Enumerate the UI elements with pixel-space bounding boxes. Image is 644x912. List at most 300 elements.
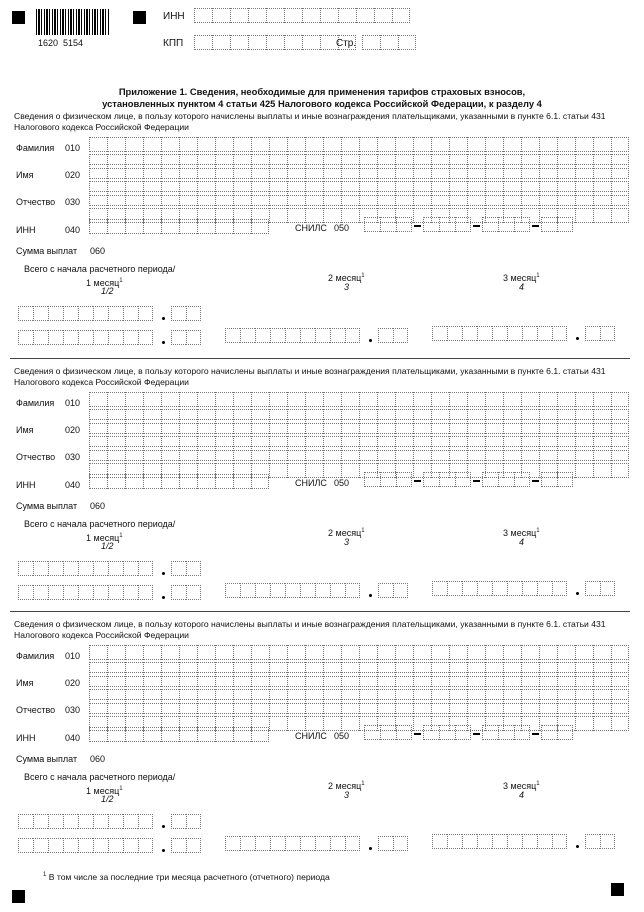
input-cell[interactable] bbox=[18, 585, 33, 600]
input-cell[interactable] bbox=[305, 191, 323, 206]
input-cell[interactable] bbox=[233, 446, 251, 461]
input-cell[interactable] bbox=[233, 727, 251, 742]
input-cell[interactable] bbox=[341, 164, 359, 179]
input-cell[interactable] bbox=[395, 392, 413, 407]
input-cell[interactable] bbox=[215, 137, 233, 152]
input-cell[interactable] bbox=[449, 672, 467, 687]
input-cell[interactable] bbox=[108, 838, 123, 853]
input-cell[interactable] bbox=[593, 208, 611, 223]
input-cell[interactable] bbox=[503, 392, 521, 407]
input-cell[interactable] bbox=[431, 191, 449, 206]
person-inn-field[interactable] bbox=[89, 474, 269, 489]
month1-amount-kopecks[interactable] bbox=[171, 585, 201, 600]
input-cell[interactable] bbox=[423, 725, 439, 740]
input-cell[interactable] bbox=[585, 581, 600, 596]
input-cell[interactable] bbox=[611, 463, 629, 478]
input-cell[interactable] bbox=[305, 419, 323, 434]
input-cell[interactable] bbox=[423, 217, 439, 232]
input-cell[interactable] bbox=[240, 583, 255, 598]
input-cell[interactable] bbox=[330, 328, 345, 343]
input-cell[interactable] bbox=[251, 446, 269, 461]
input-cell[interactable] bbox=[305, 446, 323, 461]
input-cell[interactable] bbox=[123, 814, 138, 829]
input-cell[interactable] bbox=[467, 672, 485, 687]
input-cell[interactable] bbox=[398, 35, 416, 50]
input-cell[interactable] bbox=[108, 330, 123, 345]
input-cell[interactable] bbox=[557, 446, 575, 461]
input-cell[interactable] bbox=[125, 446, 143, 461]
input-cell[interactable] bbox=[537, 326, 552, 341]
month1-amount-rubles[interactable] bbox=[18, 838, 153, 853]
month3-amount-kopecks[interactable] bbox=[585, 581, 615, 596]
input-cell[interactable] bbox=[305, 164, 323, 179]
input-cell[interactable] bbox=[449, 645, 467, 660]
input-cell[interactable] bbox=[323, 208, 341, 223]
snils-field-part4[interactable] bbox=[541, 472, 573, 487]
input-cell[interactable] bbox=[63, 814, 78, 829]
input-cell[interactable] bbox=[251, 164, 269, 179]
input-cell[interactable] bbox=[251, 191, 269, 206]
input-cell[interactable] bbox=[362, 35, 380, 50]
input-cell[interactable] bbox=[482, 472, 498, 487]
patronymic-field[interactable] bbox=[89, 446, 629, 461]
input-cell[interactable] bbox=[413, 137, 431, 152]
input-cell[interactable] bbox=[123, 585, 138, 600]
input-cell[interactable] bbox=[284, 8, 302, 23]
input-cell[interactable] bbox=[447, 326, 462, 341]
input-cell[interactable] bbox=[396, 472, 412, 487]
input-cell[interactable] bbox=[413, 419, 431, 434]
input-cell[interactable] bbox=[611, 191, 629, 206]
input-cell[interactable] bbox=[552, 834, 567, 849]
header-kpp-field[interactable] bbox=[194, 35, 356, 50]
input-cell[interactable] bbox=[179, 219, 197, 234]
input-cell[interactable] bbox=[107, 219, 125, 234]
input-cell[interactable] bbox=[89, 164, 107, 179]
input-cell[interactable] bbox=[89, 137, 107, 152]
input-cell[interactable] bbox=[439, 725, 455, 740]
input-cell[interactable] bbox=[593, 164, 611, 179]
input-cell[interactable] bbox=[93, 306, 108, 321]
input-cell[interactable] bbox=[359, 699, 377, 714]
input-cell[interactable] bbox=[284, 35, 302, 50]
month2-amount-kopecks[interactable] bbox=[378, 583, 408, 598]
person-inn-field[interactable] bbox=[89, 219, 269, 234]
input-cell[interactable] bbox=[18, 306, 33, 321]
input-cell[interactable] bbox=[179, 672, 197, 687]
snils-field-part4[interactable] bbox=[541, 725, 573, 740]
input-cell[interactable] bbox=[89, 699, 107, 714]
input-cell[interactable] bbox=[503, 699, 521, 714]
input-cell[interactable] bbox=[380, 35, 398, 50]
input-cell[interactable] bbox=[395, 137, 413, 152]
input-cell[interactable] bbox=[233, 474, 251, 489]
input-cell[interactable] bbox=[467, 164, 485, 179]
input-cell[interactable] bbox=[323, 699, 341, 714]
input-cell[interactable] bbox=[287, 392, 305, 407]
input-cell[interactable] bbox=[575, 672, 593, 687]
input-cell[interactable] bbox=[125, 392, 143, 407]
input-cell[interactable] bbox=[179, 191, 197, 206]
input-cell[interactable] bbox=[449, 191, 467, 206]
input-cell[interactable] bbox=[611, 699, 629, 714]
input-cell[interactable] bbox=[161, 727, 179, 742]
input-cell[interactable] bbox=[143, 672, 161, 687]
input-cell[interactable] bbox=[305, 645, 323, 660]
total-amount-rubles[interactable] bbox=[18, 561, 153, 576]
input-cell[interactable] bbox=[395, 446, 413, 461]
month2-amount-rubles[interactable] bbox=[225, 836, 360, 851]
input-cell[interactable] bbox=[179, 446, 197, 461]
input-cell[interactable] bbox=[539, 645, 557, 660]
input-cell[interactable] bbox=[593, 419, 611, 434]
input-cell[interactable] bbox=[575, 208, 593, 223]
input-cell[interactable] bbox=[125, 672, 143, 687]
input-cell[interactable] bbox=[377, 645, 395, 660]
month2-amount-rubles[interactable] bbox=[225, 583, 360, 598]
input-cell[interactable] bbox=[63, 306, 78, 321]
input-cell[interactable] bbox=[138, 561, 153, 576]
input-cell[interactable] bbox=[557, 419, 575, 434]
input-cell[interactable] bbox=[413, 392, 431, 407]
input-cell[interactable] bbox=[323, 446, 341, 461]
input-cell[interactable] bbox=[197, 219, 215, 234]
input-cell[interactable] bbox=[251, 137, 269, 152]
input-cell[interactable] bbox=[93, 838, 108, 853]
input-cell[interactable] bbox=[161, 645, 179, 660]
input-cell[interactable] bbox=[215, 164, 233, 179]
input-cell[interactable] bbox=[485, 699, 503, 714]
input-cell[interactable] bbox=[537, 834, 552, 849]
input-cell[interactable] bbox=[143, 191, 161, 206]
input-cell[interactable] bbox=[287, 716, 305, 731]
input-cell[interactable] bbox=[341, 672, 359, 687]
input-cell[interactable] bbox=[305, 699, 323, 714]
input-cell[interactable] bbox=[593, 137, 611, 152]
input-cell[interactable] bbox=[413, 446, 431, 461]
input-cell[interactable] bbox=[541, 472, 557, 487]
input-cell[interactable] bbox=[269, 446, 287, 461]
input-cell[interactable] bbox=[482, 217, 498, 232]
person-inn-field[interactable] bbox=[89, 727, 269, 742]
input-cell[interactable] bbox=[269, 645, 287, 660]
snils-field-part3[interactable] bbox=[482, 725, 530, 740]
input-cell[interactable] bbox=[467, 699, 485, 714]
input-cell[interactable] bbox=[462, 834, 477, 849]
input-cell[interactable] bbox=[143, 164, 161, 179]
input-cell[interactable] bbox=[233, 191, 251, 206]
input-cell[interactable] bbox=[413, 645, 431, 660]
input-cell[interactable] bbox=[93, 585, 108, 600]
input-cell[interactable] bbox=[593, 392, 611, 407]
input-cell[interactable] bbox=[503, 446, 521, 461]
input-cell[interactable] bbox=[251, 419, 269, 434]
input-cell[interactable] bbox=[467, 645, 485, 660]
input-cell[interactable] bbox=[93, 330, 108, 345]
input-cell[interactable] bbox=[413, 672, 431, 687]
input-cell[interactable] bbox=[378, 583, 393, 598]
input-cell[interactable] bbox=[521, 137, 539, 152]
input-cell[interactable] bbox=[485, 446, 503, 461]
input-cell[interactable] bbox=[143, 392, 161, 407]
input-cell[interactable] bbox=[539, 672, 557, 687]
input-cell[interactable] bbox=[285, 328, 300, 343]
input-cell[interactable] bbox=[233, 699, 251, 714]
input-cell[interactable] bbox=[125, 474, 143, 489]
input-cell[interactable] bbox=[33, 814, 48, 829]
input-cell[interactable] bbox=[323, 672, 341, 687]
input-cell[interactable] bbox=[125, 419, 143, 434]
input-cell[interactable] bbox=[600, 581, 615, 596]
input-cell[interactable] bbox=[467, 392, 485, 407]
input-cell[interactable] bbox=[380, 725, 396, 740]
input-cell[interactable] bbox=[514, 217, 530, 232]
input-cell[interactable] bbox=[287, 208, 305, 223]
snils-field-part1[interactable] bbox=[364, 217, 412, 232]
input-cell[interactable] bbox=[171, 306, 186, 321]
input-cell[interactable] bbox=[485, 419, 503, 434]
input-cell[interactable] bbox=[341, 645, 359, 660]
input-cell[interactable] bbox=[78, 561, 93, 576]
input-cell[interactable] bbox=[269, 672, 287, 687]
input-cell[interactable] bbox=[503, 137, 521, 152]
input-cell[interactable] bbox=[611, 672, 629, 687]
input-cell[interactable] bbox=[305, 392, 323, 407]
input-cell[interactable] bbox=[215, 446, 233, 461]
snils-field-part4[interactable] bbox=[541, 217, 573, 232]
input-cell[interactable] bbox=[539, 137, 557, 152]
input-cell[interactable] bbox=[575, 446, 593, 461]
input-cell[interactable] bbox=[393, 328, 408, 343]
input-cell[interactable] bbox=[552, 581, 567, 596]
input-cell[interactable] bbox=[143, 727, 161, 742]
month1-amount-rubles[interactable] bbox=[18, 330, 153, 345]
patronymic-field[interactable] bbox=[89, 191, 629, 206]
input-cell[interactable] bbox=[330, 583, 345, 598]
input-cell[interactable] bbox=[514, 472, 530, 487]
input-cell[interactable] bbox=[377, 699, 395, 714]
input-cell[interactable] bbox=[240, 836, 255, 851]
input-cell[interactable] bbox=[186, 585, 201, 600]
input-cell[interactable] bbox=[449, 164, 467, 179]
total-amount-rubles[interactable] bbox=[18, 306, 153, 321]
input-cell[interactable] bbox=[305, 208, 323, 223]
input-cell[interactable] bbox=[462, 581, 477, 596]
input-cell[interactable] bbox=[341, 208, 359, 223]
input-cell[interactable] bbox=[107, 164, 125, 179]
input-cell[interactable] bbox=[575, 419, 593, 434]
input-cell[interactable] bbox=[78, 814, 93, 829]
input-cell[interactable] bbox=[194, 8, 212, 23]
input-cell[interactable] bbox=[197, 672, 215, 687]
input-cell[interactable] bbox=[323, 392, 341, 407]
input-cell[interactable] bbox=[93, 561, 108, 576]
input-cell[interactable] bbox=[377, 446, 395, 461]
input-cell[interactable] bbox=[123, 330, 138, 345]
month2-amount-kopecks[interactable] bbox=[378, 328, 408, 343]
month3-amount-kopecks[interactable] bbox=[585, 326, 615, 341]
input-cell[interactable] bbox=[575, 699, 593, 714]
input-cell[interactable] bbox=[380, 217, 396, 232]
input-cell[interactable] bbox=[503, 419, 521, 434]
input-cell[interactable] bbox=[575, 137, 593, 152]
input-cell[interactable] bbox=[215, 419, 233, 434]
input-cell[interactable] bbox=[143, 645, 161, 660]
input-cell[interactable] bbox=[78, 306, 93, 321]
snils-field-part3[interactable] bbox=[482, 472, 530, 487]
input-cell[interactable] bbox=[507, 581, 522, 596]
input-cell[interactable] bbox=[225, 836, 240, 851]
input-cell[interactable] bbox=[269, 208, 287, 223]
input-cell[interactable] bbox=[447, 581, 462, 596]
input-cell[interactable] bbox=[269, 699, 287, 714]
input-cell[interactable] bbox=[432, 834, 447, 849]
input-cell[interactable] bbox=[514, 725, 530, 740]
input-cell[interactable] bbox=[539, 699, 557, 714]
input-cell[interactable] bbox=[233, 164, 251, 179]
month3-amount-rubles[interactable] bbox=[432, 834, 567, 849]
input-cell[interactable] bbox=[287, 191, 305, 206]
input-cell[interactable] bbox=[300, 328, 315, 343]
input-cell[interactable] bbox=[539, 191, 557, 206]
input-cell[interactable] bbox=[521, 392, 539, 407]
input-cell[interactable] bbox=[89, 446, 107, 461]
input-cell[interactable] bbox=[125, 164, 143, 179]
input-cell[interactable] bbox=[161, 699, 179, 714]
input-cell[interactable] bbox=[251, 645, 269, 660]
input-cell[interactable] bbox=[432, 326, 447, 341]
input-cell[interactable] bbox=[320, 8, 338, 23]
input-cell[interactable] bbox=[179, 419, 197, 434]
input-cell[interactable] bbox=[345, 328, 360, 343]
input-cell[interactable] bbox=[123, 306, 138, 321]
input-cell[interactable] bbox=[107, 446, 125, 461]
input-cell[interactable] bbox=[269, 164, 287, 179]
input-cell[interactable] bbox=[194, 35, 212, 50]
input-cell[interactable] bbox=[593, 699, 611, 714]
total-amount-rubles[interactable] bbox=[18, 814, 153, 829]
input-cell[interactable] bbox=[503, 672, 521, 687]
input-cell[interactable] bbox=[89, 219, 107, 234]
input-cell[interactable] bbox=[396, 725, 412, 740]
input-cell[interactable] bbox=[179, 137, 197, 152]
total-amount-kopecks[interactable] bbox=[171, 561, 201, 576]
input-cell[interactable] bbox=[378, 328, 393, 343]
input-cell[interactable] bbox=[341, 137, 359, 152]
input-cell[interactable] bbox=[431, 164, 449, 179]
input-cell[interactable] bbox=[107, 727, 125, 742]
input-cell[interactable] bbox=[364, 217, 380, 232]
input-cell[interactable] bbox=[521, 645, 539, 660]
input-cell[interactable] bbox=[359, 419, 377, 434]
input-cell[interactable] bbox=[485, 191, 503, 206]
month1-amount-kopecks[interactable] bbox=[171, 330, 201, 345]
first-name-field[interactable] bbox=[89, 419, 629, 434]
input-cell[interactable] bbox=[197, 699, 215, 714]
input-cell[interactable] bbox=[255, 836, 270, 851]
input-cell[interactable] bbox=[395, 645, 413, 660]
input-cell[interactable] bbox=[585, 326, 600, 341]
input-cell[interactable] bbox=[507, 834, 522, 849]
input-cell[interactable] bbox=[378, 836, 393, 851]
input-cell[interactable] bbox=[171, 838, 186, 853]
input-cell[interactable] bbox=[600, 834, 615, 849]
input-cell[interactable] bbox=[341, 392, 359, 407]
input-cell[interactable] bbox=[467, 137, 485, 152]
input-cell[interactable] bbox=[356, 8, 374, 23]
input-cell[interactable] bbox=[78, 330, 93, 345]
input-cell[interactable] bbox=[285, 583, 300, 598]
input-cell[interactable] bbox=[539, 419, 557, 434]
input-cell[interactable] bbox=[179, 727, 197, 742]
input-cell[interactable] bbox=[557, 191, 575, 206]
input-cell[interactable] bbox=[449, 137, 467, 152]
input-cell[interactable] bbox=[48, 814, 63, 829]
input-cell[interactable] bbox=[305, 137, 323, 152]
input-cell[interactable] bbox=[212, 8, 230, 23]
input-cell[interactable] bbox=[107, 191, 125, 206]
input-cell[interactable] bbox=[197, 392, 215, 407]
input-cell[interactable] bbox=[392, 8, 410, 23]
input-cell[interactable] bbox=[123, 561, 138, 576]
month1-amount-kopecks[interactable] bbox=[171, 838, 201, 853]
input-cell[interactable] bbox=[611, 164, 629, 179]
input-cell[interactable] bbox=[287, 645, 305, 660]
input-cell[interactable] bbox=[503, 645, 521, 660]
input-cell[interactable] bbox=[179, 392, 197, 407]
input-cell[interactable] bbox=[521, 672, 539, 687]
input-cell[interactable] bbox=[143, 474, 161, 489]
input-cell[interactable] bbox=[171, 561, 186, 576]
patronymic-field[interactable] bbox=[89, 699, 629, 714]
surname-field[interactable] bbox=[89, 645, 629, 660]
input-cell[interactable] bbox=[393, 836, 408, 851]
input-cell[interactable] bbox=[78, 838, 93, 853]
input-cell[interactable] bbox=[197, 137, 215, 152]
input-cell[interactable] bbox=[521, 164, 539, 179]
input-cell[interactable] bbox=[359, 392, 377, 407]
input-cell[interactable] bbox=[269, 463, 287, 478]
input-cell[interactable] bbox=[492, 581, 507, 596]
input-cell[interactable] bbox=[107, 672, 125, 687]
input-cell[interactable] bbox=[485, 137, 503, 152]
input-cell[interactable] bbox=[233, 392, 251, 407]
month2-amount-kopecks[interactable] bbox=[378, 836, 408, 851]
input-cell[interactable] bbox=[345, 836, 360, 851]
input-cell[interactable] bbox=[287, 463, 305, 478]
input-cell[interactable] bbox=[593, 191, 611, 206]
input-cell[interactable] bbox=[575, 392, 593, 407]
input-cell[interactable] bbox=[395, 191, 413, 206]
input-cell[interactable] bbox=[395, 672, 413, 687]
input-cell[interactable] bbox=[323, 419, 341, 434]
input-cell[interactable] bbox=[485, 645, 503, 660]
input-cell[interactable] bbox=[447, 834, 462, 849]
input-cell[interactable] bbox=[143, 137, 161, 152]
input-cell[interactable] bbox=[215, 191, 233, 206]
input-cell[interactable] bbox=[449, 392, 467, 407]
input-cell[interactable] bbox=[305, 672, 323, 687]
input-cell[interactable] bbox=[143, 419, 161, 434]
month3-amount-kopecks[interactable] bbox=[585, 834, 615, 849]
input-cell[interactable] bbox=[240, 328, 255, 343]
input-cell[interactable] bbox=[179, 699, 197, 714]
input-cell[interactable] bbox=[197, 727, 215, 742]
input-cell[interactable] bbox=[359, 137, 377, 152]
snils-field-part2[interactable] bbox=[423, 725, 471, 740]
input-cell[interactable] bbox=[341, 716, 359, 731]
input-cell[interactable] bbox=[251, 474, 269, 489]
